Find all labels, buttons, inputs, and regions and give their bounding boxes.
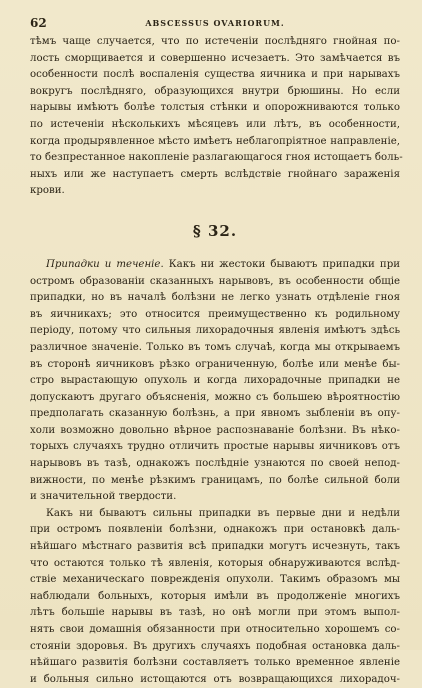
text-line: когда продырявленное мѣсто имѣетъ неблагопріятное направленіе, <box>30 135 400 147</box>
text-line: то безпрестанное накопленіе разлагающагося гноя истощаетъ боль- <box>30 152 403 164</box>
text-line: нѣйшаго мѣстнаго развитія всѣ припадки могутъ исчезнуть, такъ <box>30 541 400 553</box>
running-title: ABSCESSUS OVARIORUM. <box>145 18 285 28</box>
text-line: нять свои домашнія обязанности при относительно хорошемъ со- <box>30 624 400 635</box>
text-line: въ сторонѣ яичниковъ рѣзко ограниченную, болѣе или менѣе бы- <box>30 358 400 370</box>
text-line: предполагать сказанную болѣзнь, а при явномъ зыбленіи въ опу- <box>30 408 400 420</box>
text-line: лость сморщивается и совершенно исчезаетъ. Это замѣчается въ <box>30 52 400 64</box>
text-line: особенности послѣ воспаленія существа яичника и при нарывахъ <box>30 69 400 81</box>
text-line: различное значеніе. Только въ томъ случаѣ, когда мы открываемъ <box>30 341 400 353</box>
text-line: вокругъ послѣдняго, образующихся внутри брюшины. Но если <box>30 85 400 97</box>
text-line: ствіе механическаго поврежденія опухоли. Такимъ образомъ мы <box>30 574 400 586</box>
text-line: вижности, по менѣе рѣзкимъ границамъ, по болѣе сильной боли <box>30 474 400 486</box>
text-line: въ яичникахъ; это относится преимущественно къ родильному <box>30 308 400 320</box>
text-line: по истеченіи нѣсколькихъ мѣсяцевъ или лѣтъ, въ особенности, <box>30 118 400 130</box>
paragraph-1 <box>30 34 403 200</box>
page-header <box>30 16 400 34</box>
text-line: стро вырастающую опухоль и когда лихорадочные припадки не <box>30 375 400 387</box>
text-line: лѣтъ большіе нарывы въ тазѣ, но онѣ могли при этомъ выпол- <box>30 607 400 619</box>
text-line: стояніи здоровья. Въ другихъ случаяхъ подобная остановка даль- <box>30 640 400 652</box>
text-line: наблюдали больныхъ, которыя имѣли въ продолженіе многихъ <box>30 590 400 602</box>
text-line: остромъ образованіи сказанныхъ нарывовъ, въ особенности общіе <box>30 275 400 287</box>
text-line: припадки, но въ началѣ болѣзни не легко узнать отдѣленіе гноя <box>30 292 400 304</box>
text-line: крови. <box>30 185 65 197</box>
text-line: нѣйшаго развитія болѣзни составляетъ только временное явленіе <box>30 657 400 669</box>
text-line: тѣмъ чаще случается, что по истеченіи послѣдняго гнойная по- <box>30 36 400 47</box>
paragraph-2 <box>30 257 400 506</box>
text-line: и больныя сильно истощаются отъ возвращающихся лихорадоч- <box>30 673 400 685</box>
text-line: торыхъ случаяхъ трудно отличить простые нарывы яичниковъ отъ <box>30 441 400 453</box>
text-line: нарывы имѣютъ болѣе толстыя стѣнки и опорожниваются только <box>30 102 400 114</box>
italic-lead: Припадки и теченіе <box>46 258 161 270</box>
text-line: при остромъ появленіи болѣзни, однакожъ при остановкѣ даль- <box>30 524 400 536</box>
text-line: періоду, потому что сильныя лихорадочныя явленія имѣютъ здѣсь <box>30 325 400 337</box>
paragraph-3 <box>30 506 400 688</box>
text-line: холи возможно довольно вѣрное распознаваніе болѣзни. Въ нѣко- <box>30 424 400 436</box>
page-number: 62 <box>30 16 47 30</box>
text-line <box>30 257 400 274</box>
text-run: . Какъ ни жестоки бываютъ припадки при <box>160 258 401 270</box>
text-line: ныхъ или же наступаетъ смерть вслѣдствіе гнойнаго зараженія <box>30 168 400 180</box>
text-line: что остаются только тѣ явленія, которыя обнаруживаются вслѣд- <box>30 557 400 569</box>
text-line: нарывовъ въ тазѣ, однакожъ послѣдніе узнаются по своей непод- <box>30 458 400 470</box>
section-heading: § 32. <box>192 221 238 240</box>
text-line: Какъ ни бываютъ сильны припадки въ первые дни и недѣли <box>46 507 400 519</box>
text-line: и значительной твердости. <box>30 491 177 503</box>
text-line: допускаютъ другаго объясненія, можно съ большею вѣроятностію <box>30 391 400 403</box>
